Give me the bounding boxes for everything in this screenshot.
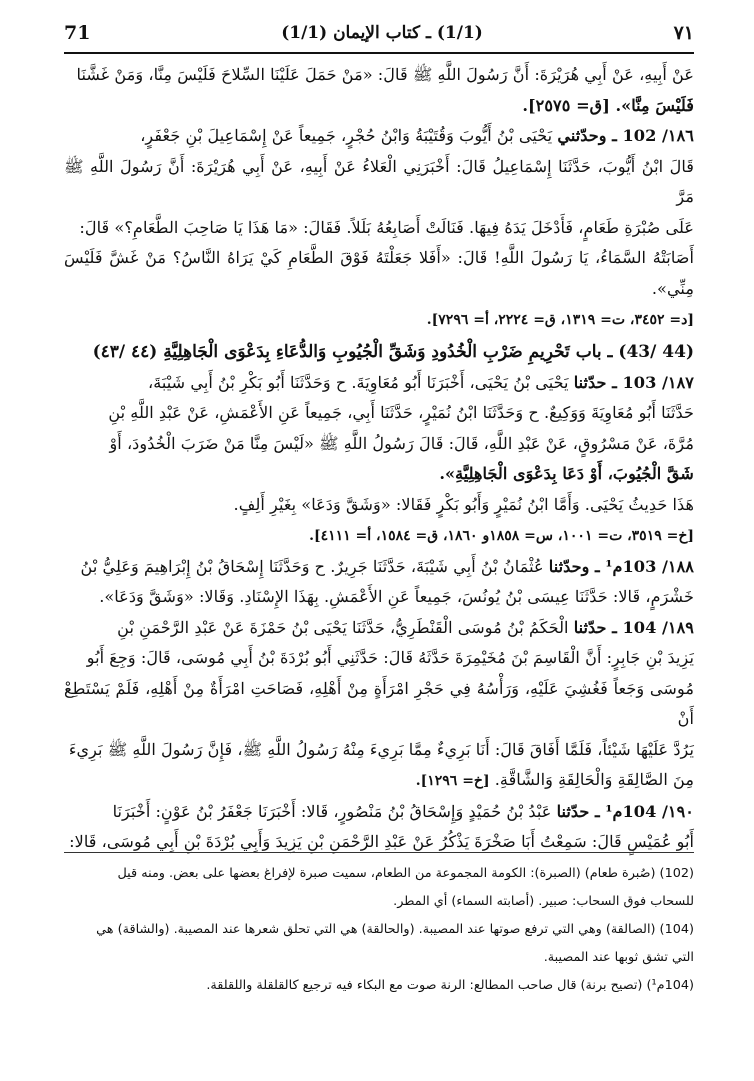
reference-line: [خ= ٣٥١٩، ت= ١٠٠١، س= ١٨٥٨و ١٨٦٠، ق= ١٥٨٤، أ= ٤١١١].	[309, 528, 694, 544]
footnote-102: (102) (صُبرة طعام) (الصبرة): الكومة المجموعة من الطعام، سميت صبرة لإفراغ بعضها على بعض. ومنه قيل	[117, 866, 694, 881]
page-header	[64, 14, 694, 54]
text-line: مُرَّةَ، عَنْ مَسْرُوقٍ، عَنْ عَبْدِ اللَّهِ، قَالَ: قَالَ رَسُولُ اللَّهِ ﷺ «لَيْسَ مِنَّا مَنْ ضَرَبَ الْخُدُودَ، أَوْ	[109, 433, 694, 453]
hadith-186: ١٨٦/ 102 ـ وحدّثني يَحْيَى بْنُ أَيُّوبَ وَقُتَيْبَةُ وَابْنُ حُجْرٍ، جَمِيعاً عَنْ إِسْمَاعِيلَ بْنِ جَعْفَرٍ،	[140, 126, 694, 145]
footnote-separator	[64, 852, 694, 853]
text-line: مِنَ الصَّالِقَةِ وَالْحَالِقَةِ وَالشَّاقَّةِ. [خ= ١٢٩٦].	[415, 770, 694, 789]
reference-line: [د= ٣٤٥٢، ت= ١٣١٩، ق= ٢٢٢٤، أ= ٧٢٩٦].	[426, 312, 694, 328]
hadith-189: ١٨٩/ 104 ـ حدّثنا الْحَكَمُ بْنُ مُوسَى الْقَنْطَرِيُّ، حَدَّثَنَا يَحْيَى بْنُ حَمْزَةَ عَنْ عَبْدِ الرَّحْمَنِ بْنِ	[117, 617, 694, 637]
text-line: مُوسَى وَجَعاً فَغُشِيَ عَلَيْهِ، وَرَأْسُهُ فِي حَجْرِ امْرَأَةٍ مِنْ أَهْلِهِ، فَصَاحَتِ امْرَأَةٌ مِنْ أَهْلِهِ، فَلَمْ يَسْتَطِعْ أَنْ	[64, 678, 694, 728]
text-line: شَقَّ الْجُيُوبَ، أَوْ دَعَا بِدَعْوَى الْجَاهِلِيَّةِ».	[439, 464, 694, 483]
text-line: عَنْ أَبِيهِ، عَنْ أَبِي هُرَيْرَةَ: أَنَّ رَسُولَ اللَّهِ ﷺ قَالَ: «مَنْ حَمَلَ عَلَيْنَا السِّلاحَ فَلَيْسَ مِنَّا، وَمَنْ غَشَّنَا	[76, 65, 694, 84]
chapter-title: (44 /43) ـ باب تَحْرِيمِ ضَرْبِ الْخُدُودِ وَشَقِّ الْجُيُوبِ وَالدُّعَاءِ بِدَعْوَى الْجَاهِلِيَّةِ (٤٤ /٤٣)	[92, 341, 694, 362]
main-text	[64, 60, 694, 858]
text-line: أَصَابَتْهُ السَّمَاءُ، يَا رَسُولَ اللَّهِ! قَالَ: «أَفَلا جَعَلْتَهُ فَوْقَ الطَّعَامِ كَيْ يَرَاهُ النَّاسُ؟ مَنْ غَشَّ فَلَيْسَ مِنِّي».	[64, 248, 694, 298]
footnote-104: (104) (الصالقة) وهي التي ترفع صوتها عند المصيبة. (والحالقة) هي التي تحلق شعرها عند المصيبة. (والشاقة) هي	[96, 922, 694, 937]
text-line: فَلَيْسَ مِنَّا». [ق= ٢٥٧٥].	[522, 95, 694, 115]
text-line: قَالَ ابْنُ أَيُّوبَ، حَدَّثَنَا إِسْمَاعِيلُ قَالَ: أَخْبَرَنِي الْعَلاءُ عَنْ أَبِيهِ، عَنْ أَبِي هُرَيْرَةَ: أَنَّ رَسُولَ اللَّهِ ﷺ مَرَّ	[64, 156, 694, 206]
page-number-latin: 71	[64, 22, 91, 44]
reference: [خ= ١٢٩٦].	[415, 773, 490, 789]
footnotes	[64, 860, 694, 1000]
hadith-187: ١٨٧/ 103 ـ حدّثنا يَحْيَى بْنُ يَحْيَى، أَخْبَرَنَا أَبُو مُعَاوِيَةَ. ح وَحَدَّثَنَا أَبُو بَكْرِ بْنُ أَبِي شَيْبَةَ،	[148, 372, 694, 392]
hadith-188: ١٨٨/ 103م¹ ـ وحدّثنا عُثْمَانُ بْنُ أَبِي شَيْبَةَ، حَدَّثَنَا جَرِيرٌ. ح وَحَدَّثَنَا إِسْحَاقُ بْنُ إِبْرَاهِيمَ وَعَلِيُّ بْنُ	[80, 556, 694, 576]
running-title: (1/1) ـ كتاب الإيمان (1/1)	[281, 23, 483, 43]
footnote-104m: (104م¹) (تصيح برنة) قال صاحب المطالع: الرنة صوت مع البكاء فيه ترجيع كالقلقلة واللقلقة.	[206, 978, 694, 993]
text-line: يَرُدَّ عَلَيْهَا شَيْئاً، فَلَمَّا أَفَاقَ قَالَ: أَنَا بَرِيءٌ مِمَّا بَرِيءَ مِنْهُ رَسُولُ اللَّهِ ﷺ، فَإِنَّ رَسُولَ اللَّهِ ﷺ بَرِيءَ	[68, 739, 694, 759]
page-number-arabic: ٧١	[673, 22, 694, 44]
footnote-line: للسحاب فوق السحاب: صبير. (أصابته السماء) أي المطر.	[393, 894, 694, 909]
text-line: أَبُو عُمَيْسٍ قَالَ: سَمِعْتُ أَبَا صَخْرَةَ يَذْكُرُ عَنْ عَبْدِ الرَّحْمَنِ بْنِ يَزِيدَ وَأَبِي بُرْدَةَ بْنِ أَبِي مُوسَى، قَالا:	[69, 832, 694, 851]
text-line: يَزِيدَ بْنِ جَابِرٍ: أَنَّ الْقَاسِمَ بْنَ مُخَيْمِرَةَ حَدَّثَهُ قَالَ: حَدَّثَنِي أَبُو بُرْدَةَ بْنُ أَبِي مُوسَى، قَالَ: وَجِعَ أَبُو	[86, 648, 694, 667]
footnote-line: التي تشق ثوبها عند المصيبة.	[543, 950, 694, 965]
text-line: خَشْرَمٍ، قَالا: حَدَّثَنَا عِيسَى بْنُ يُونُسَ، جَمِيعاً عَنِ الأَعْمَشِ. بِهَذَا الإِسْنَادِ. وَقَالا: «وَشَقَّ وَدَعَا».	[99, 587, 694, 606]
text-line: حَدَّثَنَا أَبُو مُعَاوِيَةَ وَوَكِيعٌ. ح وَحَدَّثَنَا ابْنُ نُمَيْرٍ، حَدَّثَنَا أَبِي، جَمِيعاً عَنِ الأَعْمَشِ، عَنْ عَبْدِ اللَّهِ بْنِ	[108, 403, 694, 422]
text-line: هَذَا حَدِيثُ يَحْيَى. وَأَمَّا ابْنُ نُمَيْرٍ وَأَبُو بَكْرٍ فَقَالا: «وَشَقَّ وَدَعَا» بِغَيْرِ أَلِفٍ.	[233, 494, 694, 514]
hadith-190: ١٩٠/ 104م¹ ـ حدّثنا عَبْدُ بْنُ حُمَيْدٍ وَإِسْحَاقُ بْنُ مَنْصُورٍ، قَالا: أَخْبَرَنَا جَعْفَرُ بْنُ عَوْنٍ: أَخْبَرَنَا	[112, 801, 694, 821]
text-line: عَلَى صُبْرَةِ طَعَامٍ، فَأَدْخَلَ يَدَهُ فِيهَا. فَنَالَتْ أَصَابِعُهُ بَلَلاً. فَقَالَ: «مَا هَذَا يَا صَاحِبَ الطَّعَامِ؟» قَالَ:	[79, 217, 694, 237]
